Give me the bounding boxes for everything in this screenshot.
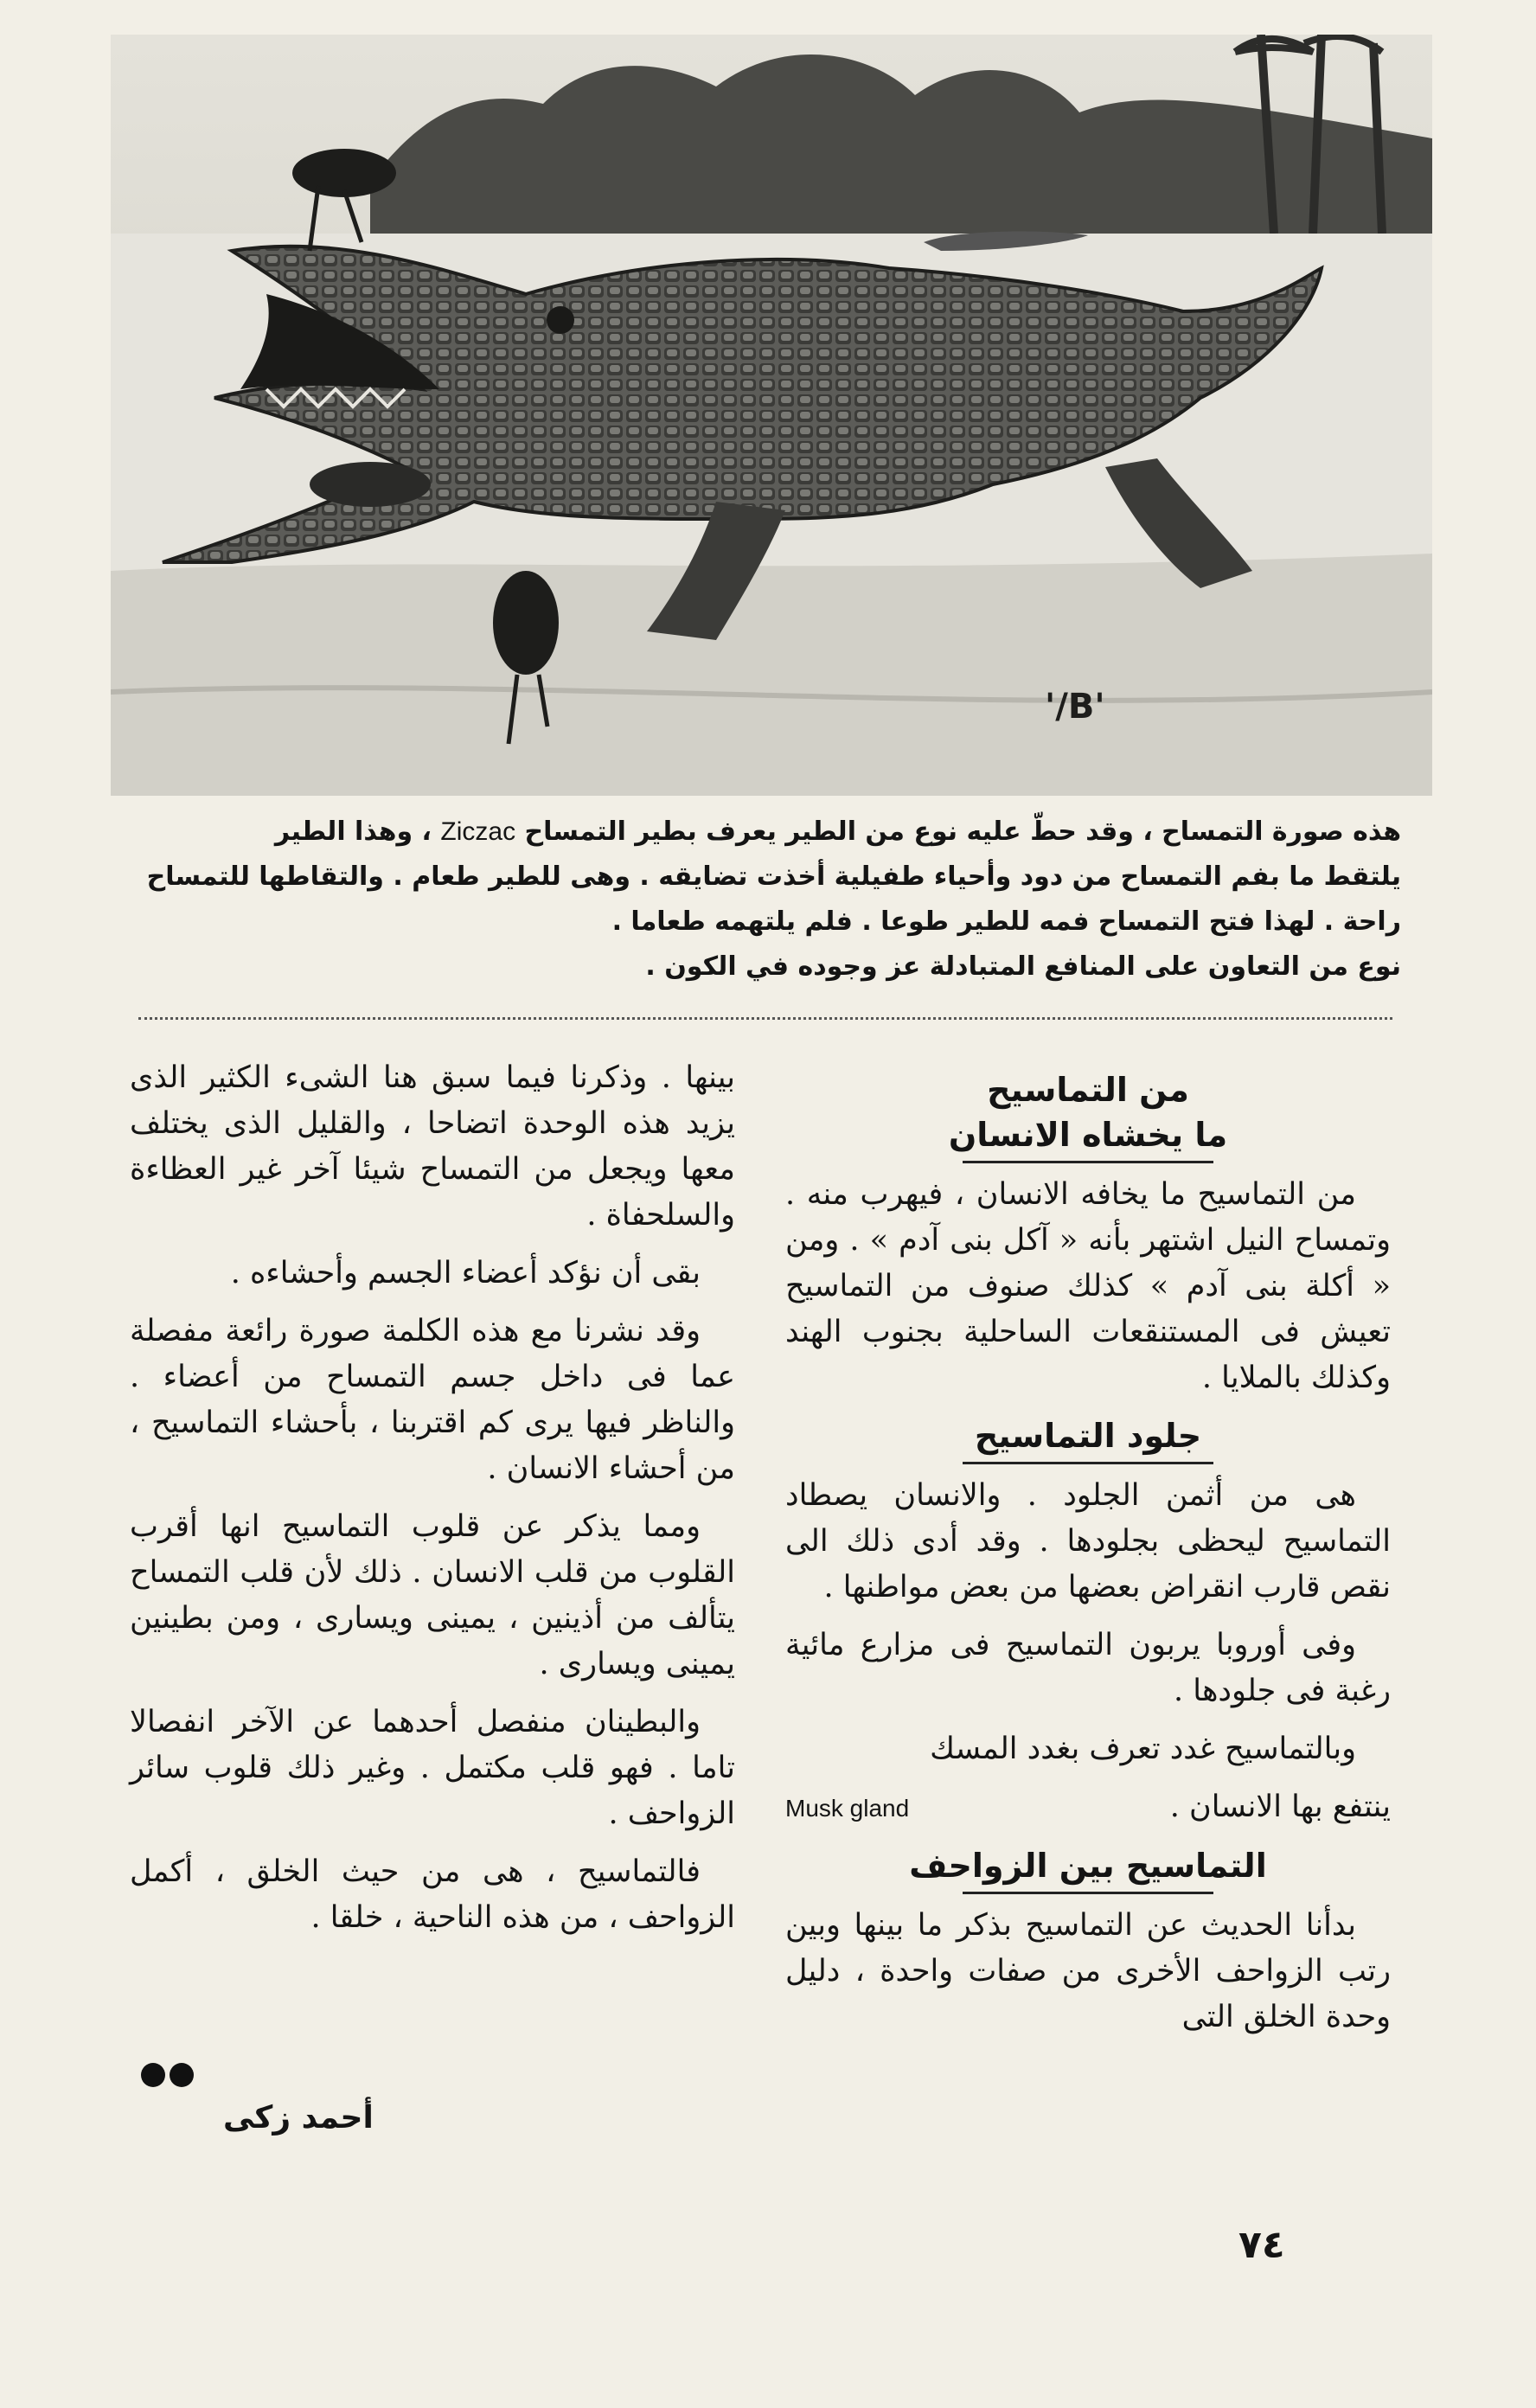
dotted-divider — [138, 1017, 1392, 1020]
paragraph-text: ينتفع بها الانسان . — [1169, 1790, 1391, 1824]
paragraph: فالتماسيح ، هى من حيث الخلق ، أكمل الزواحف ، من هذه الناحية ، خلقا . — [130, 1854, 735, 1935]
author-name: أحمد زكى — [223, 2100, 374, 2136]
section-heading-fear — [785, 1067, 1391, 1163]
paragraph: والبطينان منفصل أحدهما عن الآخر انفصالا تاما . فهو قلب مكتمل . وغير ذلك قلوب سائر الزواحف . — [130, 1705, 735, 1831]
artist-signature: '/B' — [1045, 687, 1105, 727]
latin-term: Musk gland — [785, 1795, 910, 1822]
illustration-caption — [130, 810, 1401, 989]
caption-line-2: يلتقط ما بفم التمساح من دود وأحياء طفيلية أخذت تضايقه . وهى للطير طعام . والتقاطها للتمساح — [146, 861, 1401, 892]
heading-underline — [963, 1161, 1213, 1163]
heading-line-1: من التماسيح — [987, 1071, 1189, 1109]
right-column — [785, 1055, 1391, 2053]
heading-text: جلود التماسيح — [974, 1417, 1202, 1455]
paragraph-text: وبالتماسيح غدد تعرف بغدد المسك — [930, 1732, 1356, 1766]
caption-line-3: راحة . لهذا فتح التمساح فمه للطير طوعا . فلم يلتهمه طعاما . — [611, 906, 1401, 937]
caption-latin-term: Ziczac — [440, 817, 516, 846]
page-number: ٧٤ — [1238, 2223, 1285, 2267]
paragraph: بدأنا الحديث عن التماسيح بذكر ما بينها وبين رتب الزواحف الأخرى من صفات واحدة ، دليل وحدة الخلق التى — [785, 1908, 1391, 2034]
caption-line-4: نوع من التعاون على المنافع المتبادلة عز وجوده في الكون . — [645, 951, 1401, 982]
caption-line-1-a: هذه صورة التمساح ، وقد حطّ عليه نوع من الطير يعرف بطير التمساح — [524, 817, 1401, 847]
paragraph: وفى أوروبا يربون التماسيح فى مزارع مائية رغبة فى جلودها . — [785, 1628, 1391, 1708]
musk-gland-line — [785, 1784, 1391, 1831]
paragraph: بقى أن نؤكد أعضاء الجسم وأحشاءه . — [230, 1256, 701, 1290]
caption-line-1-b: ، وهذا الطير — [274, 817, 432, 847]
caption-line-1 — [130, 810, 1401, 855]
heading-underline — [963, 1462, 1213, 1464]
paragraph: من التماسيح ما يخافه الانسان ، فيهرب منه . وتمساح النيل اشتهر بأنه « آكل بنى آدم » . ومن « أكلة بنى آدم » كذلك صنوف من التماسيح تعيش فى المستنقعات الساحلية بجنوب الهند وكذلك بالملايا . — [785, 1177, 1391, 1395]
end-of-article-icon — [138, 2060, 199, 2090]
section-heading-reptiles — [785, 1843, 1391, 1894]
paragraph — [785, 1726, 1391, 1772]
crocodile-illustration — [111, 35, 1432, 796]
left-column — [130, 1055, 735, 1953]
paragraph: ومما يذكر عن قلوب التماسيح انها أقرب القلوب من قلب الانسان . ذلك لأن قلب التمساح يتألف من أذينين ، يمينى ويسارى ، ومن بطينين يمينى ويسارى . — [130, 1509, 735, 1681]
crocodile-drawing — [111, 35, 1432, 796]
paragraph: هى من أثمن الجلود . والانسان يصطاد التماسيح ليحظى بجلودها . وقد أدى ذلك الى نقص قارب انقراض بعضها من بعض مواطنها . — [785, 1478, 1391, 1604]
heading-underline — [963, 1892, 1213, 1894]
section-heading-skins — [785, 1413, 1391, 1464]
heading-text: التماسيح بين الزواحف — [909, 1847, 1267, 1885]
paragraph: وقد نشرنا مع هذه الكلمة صورة رائعة مفصلة عما فى داخل جسم التمساح من أعضاء . والناظر فيها يرى كم اقتربنا ، بأحشاء التماسيح ، من أحشاء الانسان . — [130, 1314, 735, 1486]
paragraph: بينها . وذكرنا فيما سبق هنا الشىء الكثير الذى يزيد هذه الوحدة اتضاحا ، والقليل الذى يختلف معها ويجعل من التمساح شيئا آخر غير العظاءة والسلحفاة . — [130, 1060, 735, 1233]
heading-line-2: ما يخشاه الانسان — [948, 1116, 1228, 1154]
